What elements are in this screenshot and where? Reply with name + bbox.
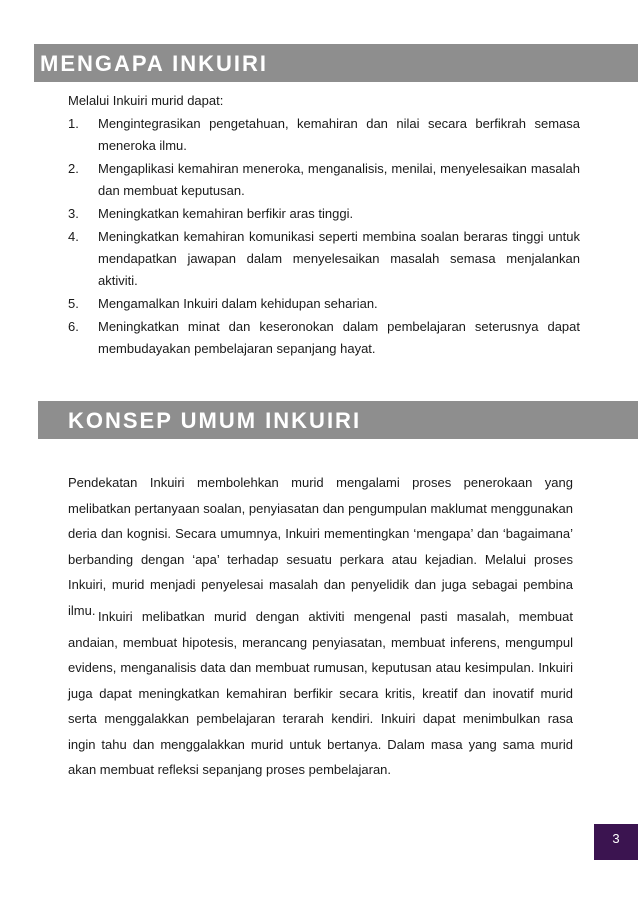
list-item-number: 3. (68, 206, 79, 221)
list-item (68, 203, 580, 225)
list-item (68, 158, 580, 202)
list-item-text: Mengaplikasi kemahiran meneroka, menganalisis, menilai, menyelesaikan masalah dan membuat keputusan. (98, 161, 580, 198)
list-item-number: 4. (68, 229, 79, 244)
list-item (68, 293, 580, 315)
list-intro: Melalui Inkuiri murid dapat: (68, 93, 224, 108)
page-number: 3 (594, 824, 638, 860)
list-item (68, 113, 580, 157)
objectives-list (68, 113, 580, 361)
section-heading-mengapa-inkuiri: MENGAPA INKUIRI (34, 44, 638, 82)
list-item-number: 5. (68, 296, 79, 311)
list-item-number: 2. (68, 161, 79, 176)
list-item (68, 316, 580, 360)
paragraph-1: Pendekatan Inkuiri membolehkan murid mengalami proses penerokaan yang melibatkan pertanyaan soalan, penyiasatan dan pengumpulan maklumat menggunakan deria dan kognisi. Secara umumnya, Inkuiri mementingkan ‘mengapa’ dan ‘bagaimana’ berbanding dengan ‘apa’ terhadap sesuatu perkara atau kejadian. Melalui proses Inkuiri, murid menjadi penyelesai masalah dan penyelidik dan juga sebagai pembina ilmu. (68, 475, 573, 618)
list-item-text: Meningkatkan kemahiran berfikir aras tinggi. (98, 206, 354, 221)
list-item-text: Mengamalkan Inkuiri dalam kehidupan seharian. (98, 296, 378, 311)
list-item-text: Meningkatkan kemahiran komunikasi seperti membina soalan beraras tinggi untuk mendapatkan jawapan dalam menyelesaikan masalah semasa menjalankan aktiviti. (98, 229, 580, 288)
list-item (68, 226, 580, 292)
list-item-text: Mengintegrasikan pengetahuan, kemahiran dan nilai secara berfikrah semasa meneroka ilmu. (98, 116, 580, 153)
section-heading-konsep-umum-inkuiri: KONSEP UMUM INKUIRI (38, 401, 638, 439)
list-item-text: Meningkatkan minat dan keseronokan dalam pembelajaran seterusnya dapat membudayakan pembelajaran sepanjang hayat. (98, 319, 580, 356)
list-item-number: 1. (68, 116, 79, 131)
paragraph-2: Inkuiri melibatkan murid dengan aktiviti mengenal pasti masalah, membuat andaian, membuat hipotesis, merancang penyiasatan, membuat inferens, mengumpul evidens, menganalisis data dan membuat rumusan, keputusan atau kesimpulan. Inkuiri juga dapat meningkatkan kemahiran berfikir secara kritis, kreatif dan inovatif murid serta menggalakkan pembelajaran terarah kendiri. Inkuiri dapat menimbulkan rasa ingin tahu dan menggalakkan murid untuk bertanya. Dalam masa yang sama murid akan membuat refleksi sepanjang proses pembelajaran. (68, 609, 573, 777)
list-item-number: 6. (68, 319, 79, 334)
